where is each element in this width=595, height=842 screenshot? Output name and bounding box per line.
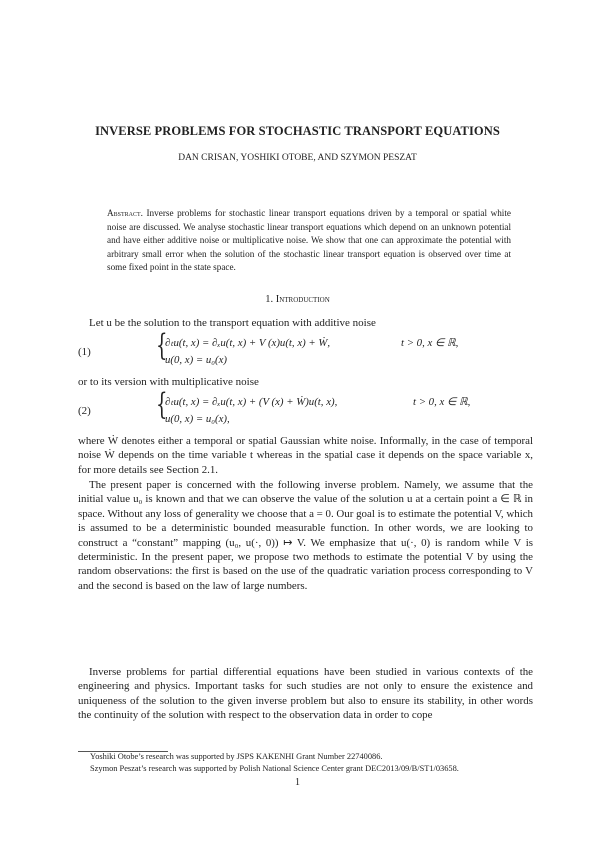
intro-line-1: Let u be the solution to the transport equation with additive noise xyxy=(89,317,376,329)
abstract-label: Abstract. xyxy=(107,208,143,218)
intro-line-2: or to its version with multiplicative noise xyxy=(78,376,259,388)
equation-2-line-1: ∂ₜu(t, x) = ∂ₓu(t, x) + (V (x) + Ẇ)u(t, x), xyxy=(165,396,338,408)
equation-2-brace: { xyxy=(156,387,168,422)
paper-title: INVERSE PROBLEMS FOR STOCHASTIC TRANSPORT EQUATIONS xyxy=(95,124,500,138)
section-number: 1. xyxy=(265,294,274,305)
equation-2-number: (2) xyxy=(78,405,91,417)
paper-authors: DAN CRISAN, YOSHIKI OTOBE, AND SZYMON PESZAT xyxy=(178,153,417,163)
footnote-2: Szymon Peszat’s research was supported by Polish National Science Center grant DEC2013/09/B/ST1/03658. xyxy=(90,764,459,773)
equation-1-brace: { xyxy=(156,328,168,363)
section-title: Introduction xyxy=(275,294,330,305)
abstract-text: Inverse problems for stochastic linear transport equations driven by a temporal or spatial white noise are discussed. We analyse stochastic linear transport equations which depend on an unknown potential and have either additive noise or multiplicative noise. We show that one can approximate the potential with arbitrary small error when the solution of the stochastic linear transport equation is observed over time at some fixed point in the state space. xyxy=(107,208,511,272)
page-number: 1 xyxy=(295,777,300,788)
footnote-1: Yoshiki Otobe’s research was supported by JSPS KAKENHI Grant Number 22740086. xyxy=(90,752,383,761)
equation-1-number: (1) xyxy=(78,346,91,358)
equation-2-line-2: u(0, x) = u₀(x), xyxy=(165,413,230,425)
paragraph-3: Inverse problems for partial differential equations have been studied in various contexts of the engineering and physics. Important tasks for such studies are not only to ensure the existence and uniqueness of the solution to the given inverse problem but also to ensure its stability, in other words the continuity of the solution with respect to the observation data in order to cope xyxy=(78,666,533,722)
abstract xyxy=(107,207,511,275)
paragraph-1: where Ẇ denotes either a temporal or spatial Gaussian white noise. Informally, in the case of temporal noise Ẇ depends on the time variable t whereas in the spatial case it depends on the space variable x, for more details see Section 2.1. xyxy=(78,435,533,476)
section-heading xyxy=(60,294,535,305)
paragraph-2: The present paper is concerned with the following inverse problem. Namely, we assume that the initial value u₀ is known and that we can observe the value of the solution u at a certain point a ∈ ℝ in space. Without any loss of generality we choose that a = 0. Our goal is to estimate the potential V, which is assumed to be a deterministic bounded measurable function. In other words, we are looking to construct a “constant” mapping (u₀, u(·, 0)) ↦ V. We emphasize that u(·, 0) is random while V is deterministic. In the present paper, we propose two methods to estimate the potential V by using the random observations: the first is based on the use of the quadratic variation process corresponding to V and the second is based on the law of large numbers. xyxy=(78,479,533,592)
equation-2-condition: t > 0, x ∈ ℝ, xyxy=(413,396,471,408)
equation-1-line-1: ∂ₜu(t, x) = ∂ₓu(t, x) + V (x)u(t, x) + Ẇ, xyxy=(165,337,331,349)
equation-1-condition: t > 0, x ∈ ℝ, xyxy=(401,337,459,349)
equation-1-line-2: u(0, x) = u₀(x) xyxy=(165,354,227,366)
